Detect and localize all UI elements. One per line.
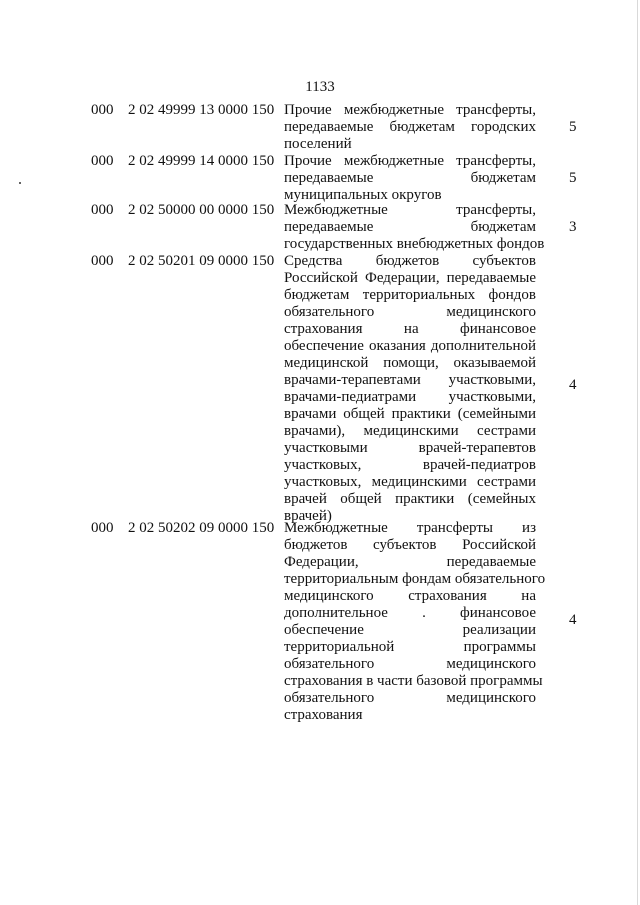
row-value: 5 (569, 170, 577, 186)
description-line: бюджетов субъектов Российской (284, 537, 536, 553)
budget-code: 2 02 50202 09 0000 150 (128, 520, 275, 536)
description-line: страхования на финансовое (284, 321, 536, 337)
description-line: врачами общей практики (семейными (284, 406, 536, 422)
budget-code: 2 02 50201 09 0000 150 (128, 253, 275, 269)
description-line: передаваемые бюджетам (284, 219, 536, 235)
description-line: участковыми врачей-терапевтов (284, 440, 536, 456)
description-line: Межбюджетные трансферты из (284, 520, 536, 536)
description-line: обязательного медицинского (284, 656, 536, 672)
row-value: 3 (569, 219, 577, 235)
row-description (284, 202, 545, 253)
page-number: 1133 (305, 79, 335, 95)
admin-code: 000 (91, 520, 114, 536)
description-line: участковых, медицинскими сестрами (284, 474, 536, 490)
row-description (284, 153, 536, 204)
description-line: страхования (284, 707, 363, 723)
description-line: поселений (284, 136, 352, 152)
description-line: обязательного медицинского (284, 304, 536, 320)
description-line: Средства бюджетов субъектов (284, 253, 536, 269)
description-line: муниципальных округов (284, 187, 442, 203)
description-line: врачами), медицинскими сестрами (284, 423, 536, 439)
row-value: 4 (569, 612, 577, 628)
description-line: врачами-терапевтами участковыми, (284, 372, 536, 388)
description-line: Межбюджетные трансферты, (284, 202, 536, 218)
description-line: передаваемые бюджетам городских (284, 119, 536, 135)
row-description (284, 520, 546, 724)
admin-code: 000 (91, 153, 114, 169)
description-line: врачей) (284, 508, 332, 524)
description-line: территориальным фондам обязательного (284, 571, 546, 587)
description-line: медицинского страхования на (284, 588, 536, 604)
description-line: территориальной программы (284, 639, 536, 655)
description-line: обеспечение оказания дополнительной (284, 338, 536, 354)
description-line: передаваемые бюджетам (284, 170, 536, 186)
description-line: врачами-педиатрами участковыми, (284, 389, 536, 405)
description-line: обязательного медицинского (284, 690, 536, 706)
description-line: участковых, врачей-педиатров (284, 457, 536, 473)
description-line: страхования в части базовой программы (284, 673, 543, 689)
row-description (284, 253, 536, 525)
admin-code: 000 (91, 202, 114, 218)
description-line: дополнительное . финансовое (284, 605, 536, 621)
description-line: бюджетам территориальных фондов (284, 287, 536, 303)
row-value: 5 (569, 119, 577, 135)
description-line: Федерации, передаваемые (284, 554, 536, 570)
budget-code: 2 02 49999 13 0000 150 (128, 102, 275, 118)
budget-code: 2 02 50000 00 0000 150 (128, 202, 275, 218)
description-line: государственных внебюджетных фондов (284, 236, 545, 252)
admin-code: 000 (91, 253, 114, 269)
scan-speck (19, 182, 21, 184)
admin-code: 000 (91, 102, 114, 118)
description-line: медицинской помощи, оказываемой (284, 355, 536, 371)
description-line: Российской Федерации, передаваемые (284, 270, 536, 286)
budget-code: 2 02 49999 14 0000 150 (128, 153, 275, 169)
row-value: 4 (569, 377, 577, 393)
scan-edge-line (637, 0, 638, 905)
description-line: Прочие межбюджетные трансферты, (284, 102, 536, 118)
row-description (284, 102, 536, 153)
description-line: обеспечение реализации (284, 622, 536, 638)
description-line: врачей общей практики (семейных (284, 491, 536, 507)
description-line: Прочие межбюджетные трансферты, (284, 153, 536, 169)
